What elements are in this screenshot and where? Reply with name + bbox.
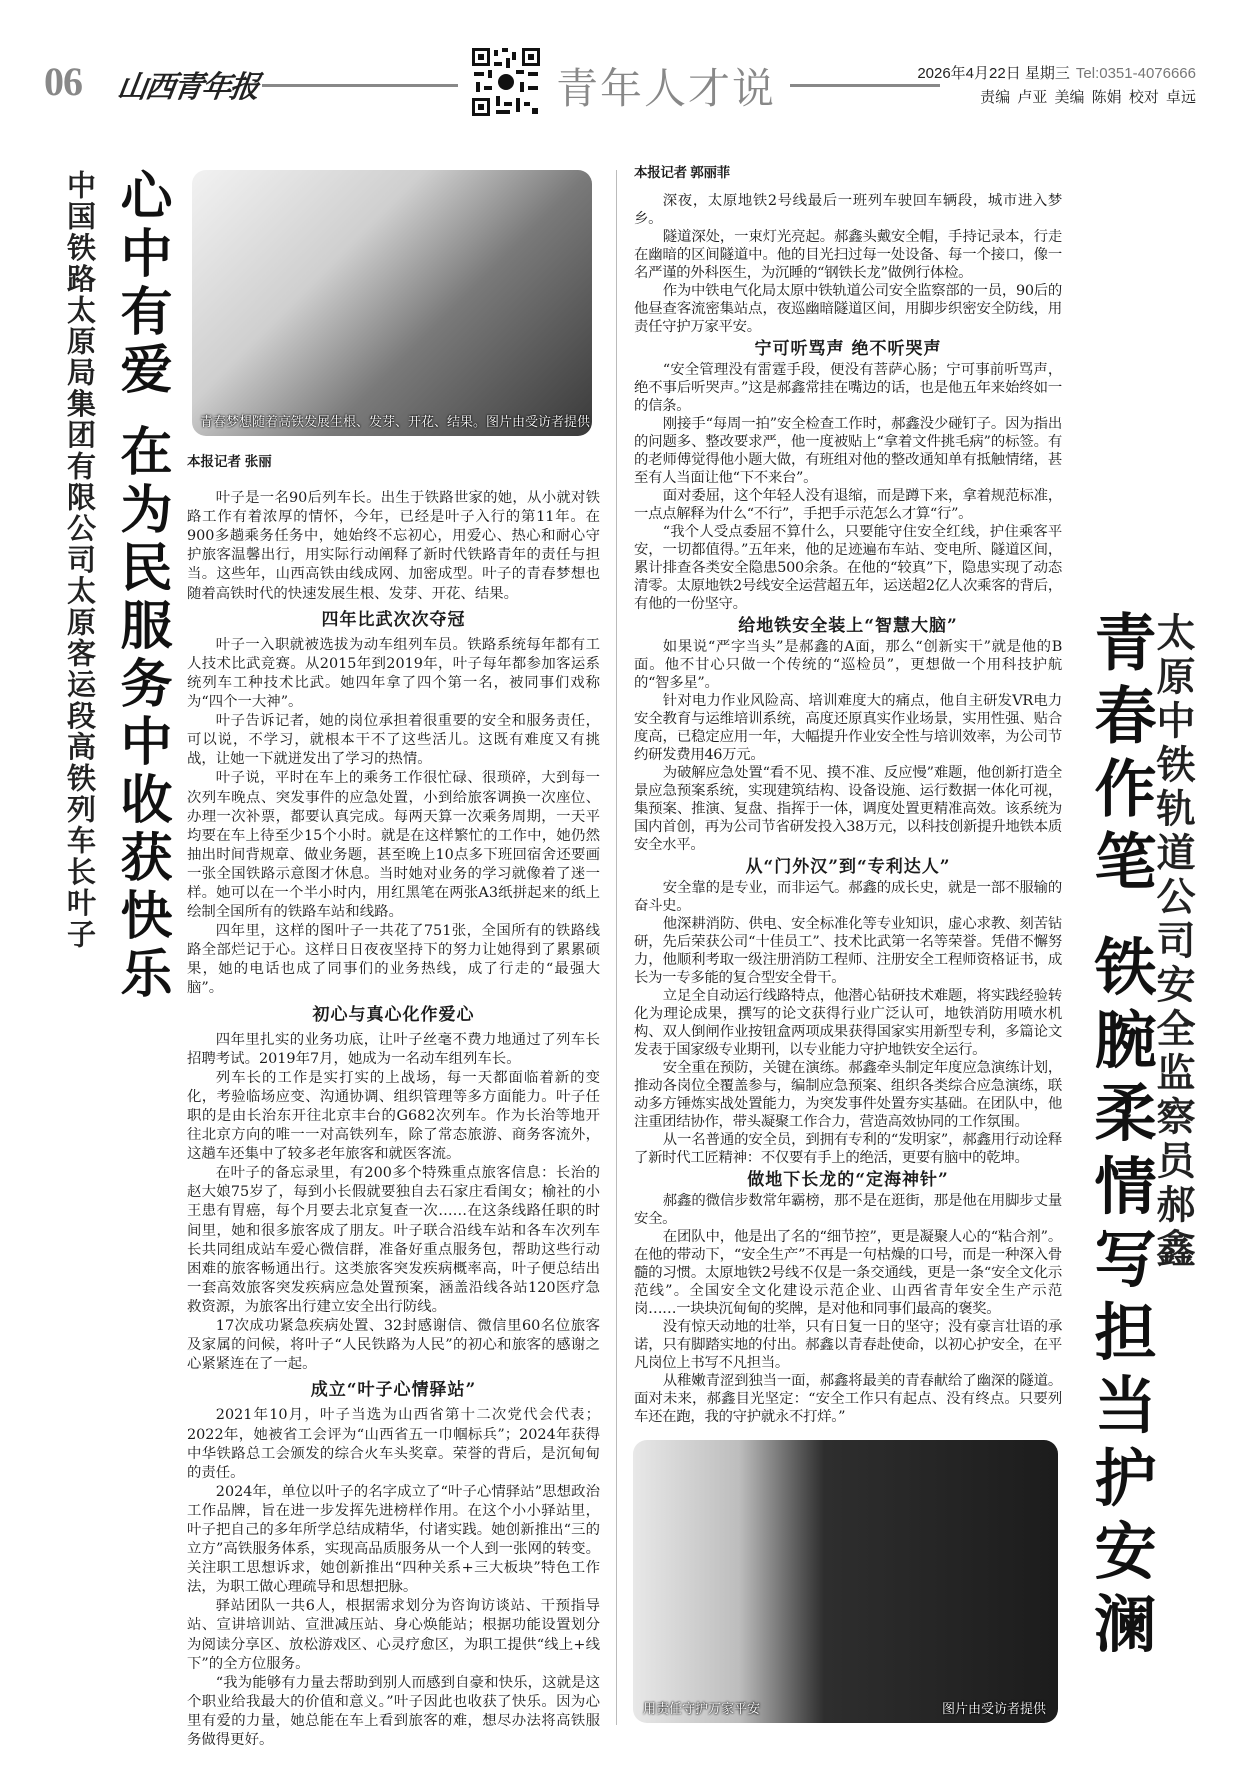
article1-headline: 心中有爱 在为民服务中收获快乐 bbox=[111, 168, 172, 1005]
header-rule-right bbox=[790, 84, 940, 87]
paragraph: 如果说“严字当头”是郝鑫的A面，那么“创新实干”就是他的B面。他不甘心只做一个传统的“巡检员”，更想做一个用科技护航的“智多星”。 bbox=[634, 639, 1062, 691]
paragraph: 在叶子的备忘录里，有200多个特殊重点旅客信息：长治的赵大娘75岁了，每到小长假就要独自去石家庄看闺女；榆社的小王患有胃癌，每个月要去北京复查一次……在这条线路任职的时间里，她和很多旅客成了朋友。叶子联合沿线车站和各车次列车长共同组成站车爱心微信群，准备好重点服务包，帮助这些行动困难的旅客畅通出行。这类旅客突发疾病概率高，叶子便总结出一套高效旅客突发疾病应急处置预案，涵盖沿线各站120医疗急救资源，为旅客出行建立安全出行防线。 bbox=[187, 1165, 600, 1315]
article1-sections bbox=[187, 489, 600, 1750]
qr-code-icon bbox=[470, 46, 542, 118]
article2-headline: 青春作笔 铁腕柔情写担当护安澜 bbox=[1084, 610, 1157, 1665]
paragraph: 叶子说，平时在车上的乘务工作很忙碌、很琐碎，大到每一次列车晚点、突发事件的应急处置，小到给旅客调换一次座位、办理一次补票，都要认真完成。每两天算一次乘务周期，一天平均要在车上待至少15个小时。就是在这样繁忙的工作中，她仍然抽出时间背规章、做业务题，甚至晚上10点多下班回宿舍还要画一张全国铁路示意图才休息。当时她对业务的学习就像着了迷一样。她可以在一个半小时内，用红黑笔在两张A3纸拼起来的纸上绘制全国所有的铁路车站和线路。 bbox=[187, 770, 600, 921]
section-heading: 初心与真心化作爱心 bbox=[312, 1004, 475, 1025]
paragraph: 四年里扎实的业务功底，让叶子丝毫不费力地通过了列车长招聘考试。2019年7月，她成为一名动车组列车长。 bbox=[187, 1031, 600, 1067]
paragraph: 叶子是一名90后列车长。出生于铁路世家的她，从小就对铁路工作有着浓厚的情怀，今年，已经是叶子入行的第11年。在900多趟乘务任务中，她始终不忘初心，用爱心、热心和耐心守护旅客温馨出行，用实际行动阐释了新时代铁路青年的责任与担当。这些年，山西高铁由线成网、加密成型。叶子的青春梦想也随着高铁时代的快速发展生根、发芽、开花、结果。 bbox=[187, 490, 600, 602]
paragraph: 叶子一入职就被选拔为动车组列车员。铁路系统每年都有工人技术比武竞赛。从2015年到2019年，叶子每年都参加客运系统列车工种技术比武。她四年拿了四个第一名，被同事们戏称为“四个一大神”。 bbox=[187, 636, 600, 711]
paragraph: 为破解应急处置“看不见、摸不准、反应慢”难题，他创新打造全景应急预案系统，实现建筑结构、设备设施、运行数据一体化可视，集预案、推演、复盘、指挥于一体，调度处置更精准高效。该系统为国内首创，再为公司节省研发投入38万元，以科技创新提升地铁本质安全水平。 bbox=[634, 765, 1062, 853]
paragraph: 郝鑫的微信步数常年霸榜，那不是在逛街，那是他在用脚步丈量安全。 bbox=[634, 1193, 1062, 1227]
section-title: 青年人才说 bbox=[556, 64, 777, 113]
paragraph: 从稚嫩青涩到独当一面，郝鑫将最美的青春献给了幽深的隧道。面对未来，郝鑫目光坚定：“安全工作只有起点、没有终点。只要列车还在跑，我的守护就永不打烊。” bbox=[634, 1373, 1062, 1425]
paragraph: 安全靠的是专业，而非运气。郝鑫的成长史，就是一部不服输的奋斗史。 bbox=[634, 880, 1062, 914]
paragraph: 安全重在预防，关键在演练。郝鑫牵头制定年度应急演练计划，推动各岗位全覆盖参与，编制应急预案、组织各类综合应急演练，联动多方锤炼实战处置能力，为突发事件处置夯实基础。在团队中，他注重团结协作，带头凝聚工作合力，营造高效协同的工作氛围。 bbox=[634, 1060, 1062, 1130]
paragraph: 从一名普通的安全员，到拥有专利的“发明家”，郝鑫用行动诠释了新时代工匠精神：不仅要有手上的绝活，更要有脑中的乾坤。 bbox=[634, 1132, 1062, 1166]
paragraph: 驿站团队一共6人，根据需求划分为咨询访谈站、干预指导站、宣讲培训站、宣泄减压站、身心焕能站；根据功能设置划分为阅读分享区、放松游戏区、心灵疗愈区，为职工提供“线上+线下”的全方位服务。 bbox=[187, 1598, 600, 1672]
article1-photo bbox=[192, 170, 592, 436]
article1-byline: 本报记者 张丽 bbox=[187, 454, 272, 469]
article2-photo bbox=[633, 1440, 1058, 1723]
paragraph: 四年里，这样的图叶子一共花了751张，全国所有的铁路线路全部烂记于心。这样日日夜夜坚持下的努力让她得到了累累硕果，她的电话也成了同事们的业务热线，成了行走的“最强大脑”。 bbox=[187, 923, 600, 997]
article2-photo-caption: 用责任守护万家平安 bbox=[643, 1701, 761, 1716]
paragraph: 列车长的工作是实打实的上战场，每一天都面临着新的变化，考验临场应变、沟通协调、组织管理等多方面能力。叶子任职的是由长治东开往北京丰台的G682次列车。作为长治等地开往北京方向的唯一一对高铁列车，除了常态旅游、商务客流外，这趟车还集中了较多老年旅客和就医客流。 bbox=[187, 1069, 600, 1163]
paragraph: 2024年，单位以叶子的名字成立了“叶子心情驿站”思想政治工作品牌，旨在进一步发挥先进榜样作用。在这个小小驿站里，叶子把自己的多年所学总结成精华，付诸实践。她创新推出“三的立方”高铁服务体系，实现高品质服务从一个人到一张网的转变。关注职工思想诉求，她创新推出“四种关系+三大板块”特色工作法，为职工做心理疏导和思想把脉。 bbox=[187, 1483, 600, 1596]
section-heading: 四年比武次次夺冠 bbox=[321, 609, 466, 630]
section-heading: 成立“叶子心情驿站” bbox=[310, 1380, 477, 1401]
editor-credits: 责编 卢亚 美编 陈娟 校对 卓远 bbox=[980, 89, 1196, 106]
article1-body bbox=[187, 452, 600, 1750]
page-number: 06 bbox=[44, 59, 82, 104]
article2-sections bbox=[634, 192, 1062, 1426]
telephone: Tel:0351-4076666 bbox=[1075, 65, 1196, 82]
article2-byline: 本报记者 郭丽菲 bbox=[634, 165, 730, 180]
section-heading: 宁可听骂声 绝不听哭声 bbox=[754, 339, 942, 359]
section-heading: 从“门外汉”到“专利达人” bbox=[745, 857, 951, 877]
paragraph: 作为中铁电气化局太原中铁轨道公司安全监察部的一员，90后的他昼查客流密集站点，夜巡幽暗隧道区间，用脚步织密安全防线，用责任守护万家平安。 bbox=[634, 283, 1062, 335]
paragraph: 2021年10月，叶子当选为山西省第十二次党代会代表；2022年，她被省工会评为“山西省五一巾帼标兵”；2024年获得中华铁路总工会颁发的综合火车头奖章。荣誉的背后，是沉甸甸的责任。 bbox=[187, 1407, 600, 1481]
header-rule-left bbox=[262, 84, 458, 87]
paragraph: 隧道深处，一束灯光亮起。郝鑫头戴安全帽，手持记录本，行走在幽暗的区间隧道中。他的目光扫过每一处设备、每一个接口，像一名严谨的外科医生，为沉睡的“钢铁长龙”做例行体检。 bbox=[634, 229, 1062, 281]
paragraph: “安全管理没有雷霆手段，便没有菩萨心肠；宁可事前听骂声，绝不事后听哭声。”这是郝鑫常挂在嘴边的话，也是他五年来始终如一的信条。 bbox=[634, 362, 1062, 414]
paragraph: 深夜，太原地铁2号线最后一班列车驶回车辆段，城市进入梦乡。 bbox=[634, 193, 1062, 227]
article1-photo-caption: 青春梦想随着高铁发展生根、发芽、开花、结果。图片由受访者提供 bbox=[200, 414, 591, 429]
paragraph: “我为能够有力量去帮助到别人而感到自豪和快乐，这就是这个职业给我最大的价值和意义。”叶子因此也收获了快乐。因为心里有爱的力量，她总能在车上看到旅客的难，想尽办法将高铁服务做得更好。 bbox=[187, 1674, 600, 1748]
paragraph: 叶子告诉记者，她的岗位承担着很重要的安全和服务责任，可以说，不学习，就根本干不了这些活儿。这既有难度又有挑战，让她一下就迸发出了学习的热情。 bbox=[187, 713, 600, 768]
paragraph: 立足全自动运行线路特点，他潜心钻研技术难题，将实践经验转化为理论成果，撰写的论文获得行业广泛认可，地铁消防用喷水机构、双人倒闸作业按钮盒两项成果获得国家实用新型专利，多篇论文发表于国家级专业期刊，以专业能力守护地铁安全运行。 bbox=[634, 988, 1062, 1058]
column-divider bbox=[616, 170, 617, 1725]
article2-body bbox=[634, 164, 1062, 1426]
paragraph: 刚接手“每周一拍”安全检查工作时，郝鑫没少碰钉子。因为指出的问题多、整改要求严，他一度被贴上“拿着文件挑毛病”的标签。有的老师傅觉得他小题大做，有班组对他的整改通知单有抵触情绪，甚至有人当面让他“下不来台”。 bbox=[634, 416, 1062, 486]
section-heading: 给地铁安全装上“智慧大脑” bbox=[738, 616, 958, 636]
article2-subheadline: 太原中铁轨道公司安全监察员郝鑫 bbox=[1150, 612, 1196, 1272]
article1-subheadline: 中国铁路太原局集团有限公司太原客运段高铁列车长叶子 bbox=[63, 170, 97, 950]
issue-date: 2026年4月22日 星期三 bbox=[917, 65, 1070, 82]
dateline bbox=[917, 62, 1196, 83]
paragraph: 17次成功紧急疾病处置、32封感谢信、微信里60名位旅客及家属的问候，将叶子“人民铁路为人民”的初心和旅客的感谢之心紧紧连在了一起。 bbox=[187, 1318, 600, 1373]
article2-photo-credit: 图片由受访者提供 bbox=[941, 1701, 1046, 1716]
paragraph: “我个人受点委屈不算什么，只要能守住安全红线，护住乘客平安，一切都值得。”五年来，他的足迹遍布车站、变电所、隧道区间，累计排查各类安全隐患500余条。在他的“较真”下，隐患实现了动态清零。太原地铁2号线安全运营超五年，运送超2亿人次乘客的背后，有他的一份坚守。 bbox=[634, 524, 1062, 612]
newspaper-logo: 山西青年报 bbox=[115, 70, 260, 105]
paragraph: 他深耕消防、供电、安全标准化等专业知识，虚心求教、刻苦钻研，先后荣获公司“十佳员工”、技术比武第一名等荣誉。凭借不懈努力，他顺利考取一级注册消防工程师、注册安全工程师资格证书，成长为一专多能的复合型安全骨干。 bbox=[634, 916, 1062, 986]
paragraph: 在团队中，他是出了名的“细节控”，更是凝聚人心的“粘合剂”。在他的带动下，“安全生产”不再是一句枯燥的口号，而是一种深入骨髓的习惯。太原地铁2号线不仅是一条交通线，更是一条“安全文化示范线”。全国安全文化建设示范企业、山西省青年安全生产示范岗……一块块沉甸甸的奖牌，是对他和同事们最高的褒奖。 bbox=[634, 1229, 1062, 1317]
paragraph: 面对委屈，这个年轻人没有退缩，而是蹲下来，拿着规范标准，一点点解释为什么“不行”，手把手示范怎么才算“行”。 bbox=[634, 488, 1062, 522]
section-heading: 做地下长龙的“定海神针” bbox=[747, 1170, 949, 1190]
paragraph: 没有惊天动地的壮举，只有日复一日的坚守；没有豪言壮语的承诺，只有脚踏实地的付出。郝鑫以青春赴使命，以初心护安全，在平凡岗位上书写不凡担当。 bbox=[634, 1319, 1062, 1371]
paragraph: 针对电力作业风险高、培训难度大的痛点，他自主研发VR电力安全教育与运维培训系统，高度还原真实作业场景，实用性强、贴合度高，已稳定应用一年，大幅提升作业安全性与培训效率，为公司节约研发费用46万元。 bbox=[634, 693, 1062, 763]
